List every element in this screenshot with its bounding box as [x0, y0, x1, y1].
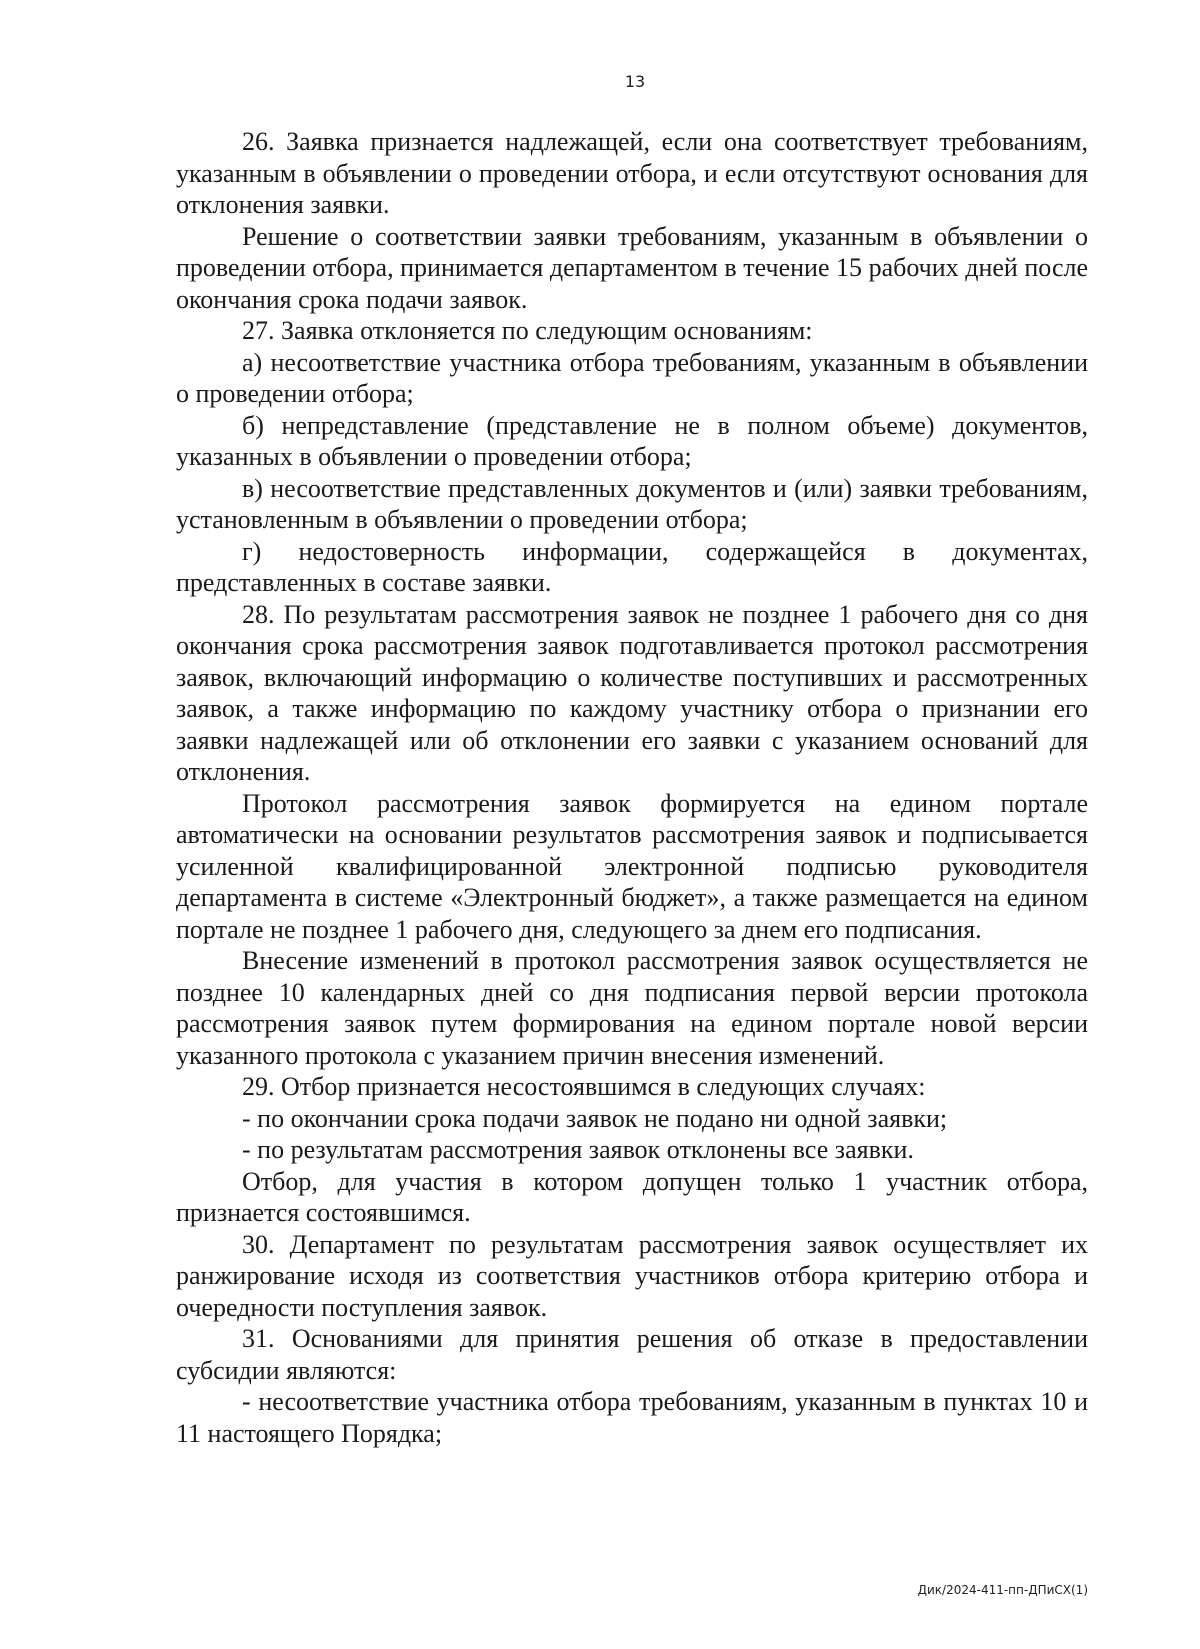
paragraph-27: 27. Заявка отклоняется по следующим основаниям:: [242, 316, 813, 345]
paragraph-30: 30. Департамент по результатам рассмотрения заявок осуществляет их ранжирование исходя из соответствия участников отбора критерию отбора и очередности поступления заявок.: [176, 1229, 1088, 1322]
list-item-b: б) непредставление (представление не в полном объеме) документов, указанных в объявлении о проведении отбора;: [176, 410, 1088, 471]
paragraph-amendments: Внесение изменений в протокол рассмотрения заявок осуществляется не позднее 10 календарных дней со дня подписания первой версии протокола рассмотрения заявок путем формирования на едином портале новой версии указанного протокола с указанием причин внесения изменений.: [176, 946, 1088, 1070]
paragraph-28: 28. По результатам рассмотрения заявок не позднее 1 рабочего дня со дня окончания срока рассмотрения заявок подготавливается протокол рассмотрения заявок, включающий информацию о количестве поступивших и рассмотренных заявок, а также информацию по каждому участнику отбора о признании его заявки надлежащей или об отклонении его заявки с указанием оснований для отклонения.: [176, 599, 1088, 786]
list-item-no-applications: - по окончании срока подачи заявок не подано ни одной заявки;: [242, 1103, 948, 1133]
document-code: Дик/2024-411-пп-ДПиСХ(1): [917, 1583, 1088, 1597]
list-item-a: а) несоответствие участника отбора требованиям, указанным в объявлении о проведении отбора;: [176, 347, 1088, 408]
list-item-v: в) несоответствие представленных документов и (или) заявки требованиям, установленным в объявлении о проведении отбора;: [176, 473, 1088, 534]
paragraph-26: 26. Заявка признается надлежащей, если она соответствует требованиям, указанным в объявлении о проведении отбора, и если отсутствуют основания для отклонения заявки.: [176, 127, 1088, 219]
paragraph-single-participant: Отбор, для участия в котором допущен только 1 участник отбора, признается состоявшимся.: [176, 1166, 1088, 1227]
list-item-noncompliance: - несоответствие участника отбора требованиям, указанным в пунктах 10 и 11 настоящего Порядка;: [176, 1387, 1088, 1448]
document-body: [176, 126, 1088, 1449]
list-item-all-rejected: - по результатам рассмотрения заявок отклонены все заявки.: [242, 1135, 914, 1164]
page-number: 13: [624, 72, 646, 91]
paragraph-29: 29. Отбор признается несостоявшимся в следующих случаях:: [242, 1072, 926, 1101]
paragraph-31: 31. Основаниями для принятия решения об отказе в предоставлении субсидии являются:: [176, 1324, 1088, 1385]
paragraph-protocol: Протокол рассмотрения заявок формируется на едином портале автоматически на основании результатов рассмотрения заявок и подписывается усиленной квалифицированной электронной подписью руководителя департамента в системе «Электронный бюджет», а также размещается на едином портале не позднее 1 рабочего дня, следующего за днем его подписания.: [176, 788, 1088, 944]
paragraph-decision: Решение о соответствии заявки требованиям, указанным в объявлении о проведении отбора, принимается департаментом в течение 15 рабочих дней после окончания срока подачи заявок.: [176, 221, 1088, 314]
list-item-g: г) недостоверность информации, содержащейся в документах, представленных в составе заявки.: [176, 536, 1088, 597]
